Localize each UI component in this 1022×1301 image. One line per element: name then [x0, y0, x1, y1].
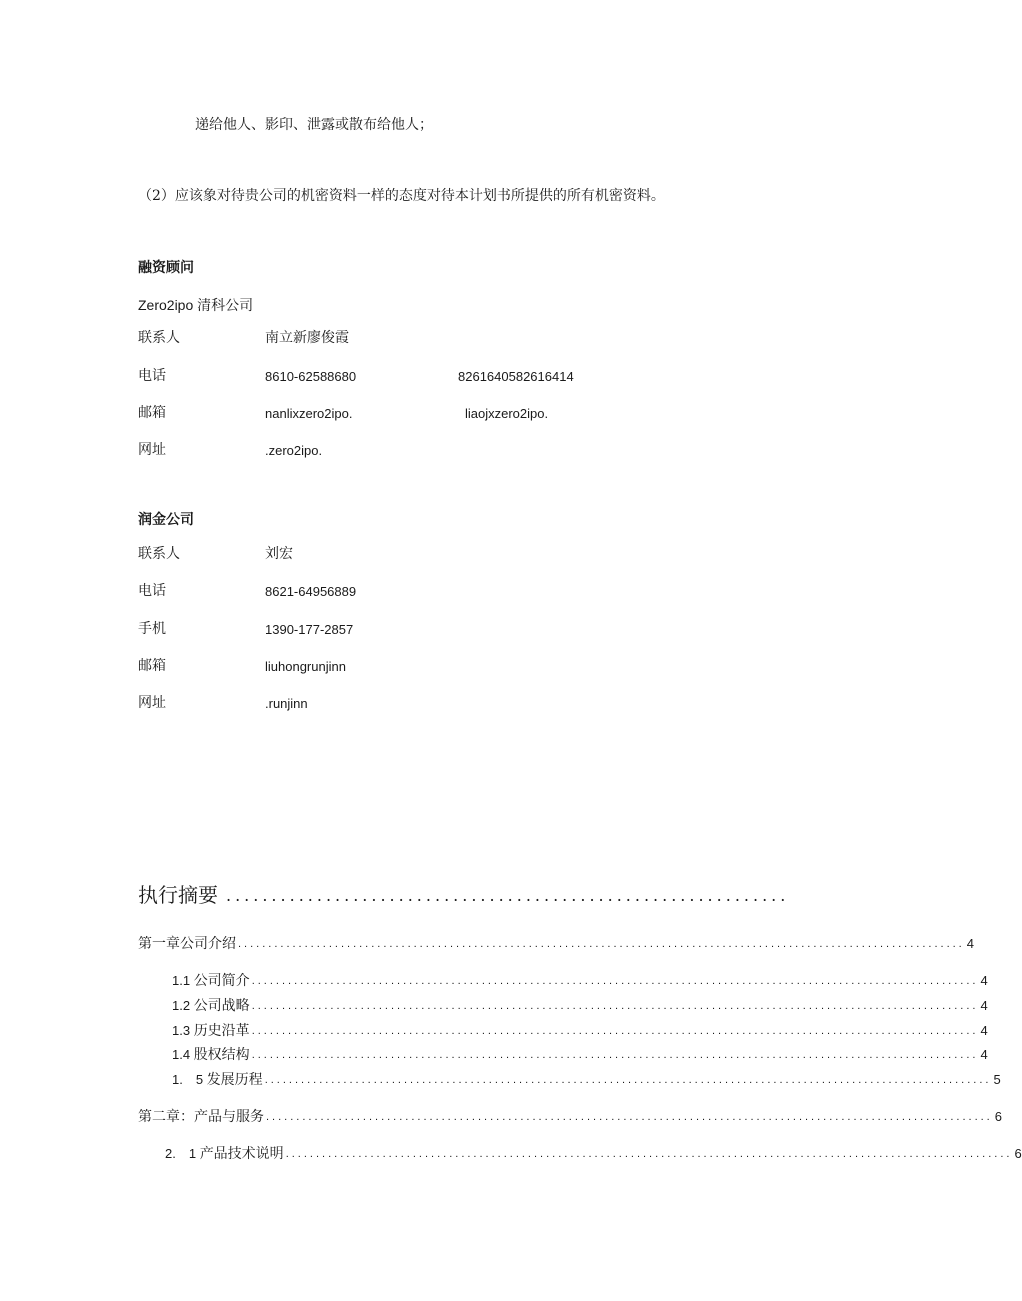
- intro-line-1: 递给他人、影印、泄露或散布给他人；: [195, 117, 433, 133]
- toc-entry-title: 股权结构: [193, 1047, 250, 1063]
- toc-entry-number: 2. 1: [165, 1146, 200, 1161]
- toc-entry-page-number: 4: [980, 998, 988, 1013]
- runjin-email-label: 邮箱: [138, 658, 166, 674]
- toc-entry-leader-dots: ........................................................................................................................: [238, 938, 965, 950]
- runjin-mobile-value: 1390-177-2857: [265, 622, 354, 637]
- runjin-web-value: .runjinn: [265, 696, 308, 711]
- toc-entry-page-number: 6: [1014, 1146, 1022, 1161]
- toc-entry-title: 公司战略: [193, 998, 250, 1014]
- toc-entry-leader-dots: ........................................................................................................................: [266, 1111, 993, 1123]
- advisor-contact-value: 南立新廖俊霞: [265, 330, 349, 346]
- runjin-contact-label: 联系人: [138, 546, 180, 562]
- toc-entry-leader-dots: ........................................................................................................................: [251, 1000, 979, 1012]
- toc-entry-page-number: 5: [993, 1072, 1001, 1087]
- advisor-heading: 融资顾问: [138, 260, 194, 276]
- toc-entry-number: 1.4: [172, 1047, 194, 1062]
- toc-entry[interactable]: [172, 997, 988, 1015]
- toc-entry-label: [172, 972, 250, 990]
- runjin-email-value: liuhongrunjinn: [265, 659, 346, 674]
- toc-entry-title: 第一章公司介绍: [138, 936, 236, 952]
- toc-entry[interactable]: [172, 1071, 1001, 1089]
- advisor-phone-value-2: 8261640582616414: [458, 369, 574, 384]
- toc-entry-leader-dots: ........................................................................................................................: [251, 1049, 979, 1061]
- toc-entry-title: 第二章：产品与服务: [138, 1109, 264, 1125]
- toc-entry-title: 公司简介: [193, 973, 250, 989]
- toc-title: 执行摘要: [138, 883, 218, 907]
- toc-entry-page-number: 4: [980, 1047, 988, 1062]
- toc-entry-leader-dots: ........................................................................................................................: [251, 975, 979, 987]
- toc-entry-leader-dots: ........................................................................................................................: [264, 1074, 992, 1086]
- toc-entry[interactable]: [138, 935, 974, 953]
- advisor-web-value: .zero2ipo.: [265, 443, 323, 458]
- toc-entry-title: 产品技术说明: [199, 1146, 284, 1162]
- toc-title-leader-dots: ..............................................................: [226, 886, 790, 905]
- intro-line-2: （2）应该象对待贵公司的机密资料一样的态度对待本计划书所提供的所有机密资料。: [138, 188, 665, 204]
- toc-entry-label: [165, 1145, 284, 1163]
- toc-entry-title: 发展历程: [206, 1072, 263, 1088]
- toc-entry-page-number: 6: [994, 1109, 1002, 1124]
- toc-entry-number: 1.3: [172, 1023, 194, 1038]
- toc-entry[interactable]: [165, 1145, 1022, 1163]
- toc-entry-page-number: 4: [966, 936, 974, 951]
- advisor-company: Zero2ipo 清科公司: [138, 297, 254, 313]
- advisor-email-label: 邮箱: [138, 405, 166, 421]
- toc-entry[interactable]: [172, 972, 988, 990]
- runjin-contact-value: 刘宏: [265, 546, 293, 562]
- runjin-web-label: 网址: [138, 695, 166, 711]
- toc-entry-leader-dots: ........................................................................................................................: [251, 1025, 979, 1037]
- toc-entry-label: [172, 997, 250, 1015]
- toc-entry-label: [172, 1071, 263, 1089]
- advisor-phone-label: 电话: [138, 368, 166, 384]
- toc-entry-label: [138, 935, 236, 953]
- runjin-mobile-label: 手机: [138, 621, 166, 637]
- toc-entry-page-number: 4: [980, 973, 988, 988]
- toc-entry-label: [172, 1046, 250, 1064]
- toc-entry[interactable]: [138, 1108, 1002, 1126]
- toc-entry-leader-dots: ........................................................................................................................: [285, 1148, 1013, 1160]
- toc-entry-page-number: 4: [980, 1023, 988, 1038]
- toc-entry-label: [172, 1022, 250, 1040]
- runjin-heading: 润金公司: [138, 512, 194, 528]
- toc-entry-number: 1.2: [172, 998, 194, 1013]
- toc-entry[interactable]: [172, 1022, 988, 1040]
- advisor-email-value-1: nanlixzero2ipo.: [265, 406, 353, 421]
- runjin-phone-value: 8621-64956889: [265, 584, 357, 599]
- toc-entry[interactable]: [172, 1046, 988, 1064]
- advisor-web-label: 网址: [138, 442, 166, 458]
- toc-entry-title: 历史沿革: [193, 1023, 250, 1039]
- advisor-email-value-2: liaojxzero2ipo.: [465, 406, 549, 421]
- toc-entry-number: 1.1: [172, 973, 194, 988]
- toc-entry-label: [138, 1108, 264, 1126]
- runjin-phone-label: 电话: [138, 583, 166, 599]
- advisor-phone-value-1: 8610-62588680: [265, 369, 357, 384]
- toc-entry-number: 1. 5: [172, 1072, 207, 1087]
- advisor-contact-label: 联系人: [138, 330, 180, 346]
